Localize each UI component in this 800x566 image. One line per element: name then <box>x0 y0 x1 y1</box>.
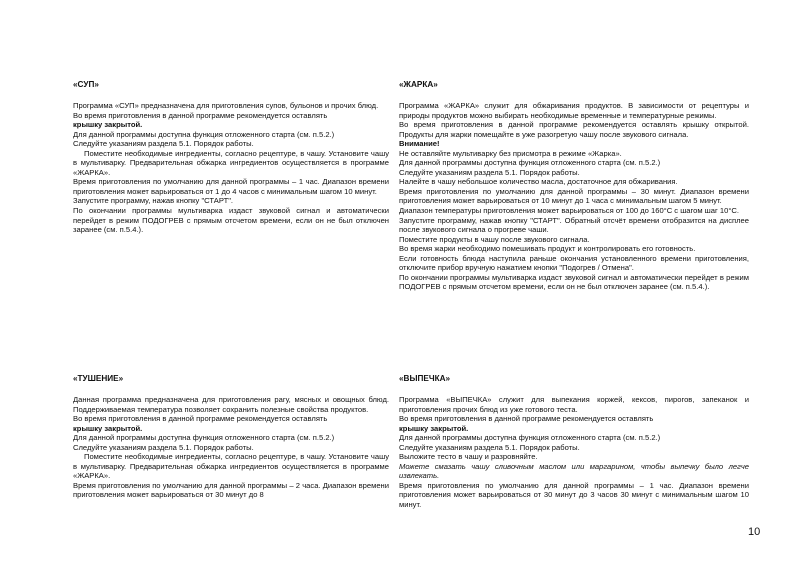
section-body-stew <box>73 395 389 500</box>
paragraph: По окончании программы мультиварка издаст звуковой сигнал и автоматически перейдет в режим ПОДОГРЕВ с прямым отсчетом времени, если он не был отключен заранее (см. п.5.4.). <box>73 206 389 235</box>
paragraph: Время приготовления по умолчанию для данной программы – 1 час. Диапазон времени приготовления может варьироваться от 1 до 4 часов с минимальным шагом 10 минут. <box>73 177 389 196</box>
paragraph: Поместите необходимые ингредиенты, согласно рецептуре, в чашу. Установите чашу в мультиварку. Предварительная обжарка ингредиентов осуществляется в программе «ЖАРКА». <box>73 148 389 177</box>
paragraph-italic: Можете смазать чашу сливочным маслом или маргарином, чтобы выпечку было легче извлекать. <box>399 461 749 481</box>
paragraph: Время приготовления по умолчанию для данной программы – 1 час. Диапазон времени приготовления может варьироваться от 30 минут до 3 часов 30 минут с минимальным шагом 10 минут. <box>399 480 749 510</box>
paragraph: Для данной программы доступна функция отложенного старта (см. п.5.2.) <box>73 129 335 139</box>
paragraph: Для данной программы доступна функция отложенного старта (см. п.5.2.) <box>399 433 661 443</box>
section-body-soup <box>73 101 389 235</box>
paragraph: Следуйте указаниям раздела 5.1. Порядок работы. <box>73 442 254 452</box>
section-body-bake <box>399 395 749 510</box>
section-title-fry: «ЖАРКА» <box>399 80 438 89</box>
paragraph: Диапазон температуры приготовления может варьироваться от 100 до 160°С с шагом шаг 10°С. <box>399 206 739 216</box>
warning-heading: Внимание! <box>399 139 440 149</box>
paragraph: Во время жарки необходимо помешивать продукт и контролировать его готовность. <box>399 244 696 254</box>
paragraph: Во время приготовления в данной программе рекомендуется оставлять <box>73 110 328 120</box>
paragraph: Если готовность блюда наступила раньше окончания установленного времени приготовления, отключите прибор вручную нажатием кнопки "Подогрев / Отмена". <box>399 253 749 273</box>
section-title-soup: «СУП» <box>73 80 99 89</box>
paragraph: Следуйте указаниям раздела 5.1. Порядок работы. <box>73 139 254 149</box>
paragraph: По окончании программы мультиварка издаст звуковой сигнал и автоматически перейдет в режим ПОДОГРЕВ с прямым отсчетом времени, если он не был отключен заранее (см. п.5.4.). <box>399 272 749 292</box>
page-number: 10 <box>748 526 761 538</box>
paragraph: Данная программа предназначена для приготовления рагу, мясных и овощных блюд. Поддерживаемая температура позволяет сохранить полезные свойства продуктов. <box>73 395 389 414</box>
paragraph: Для данной программы доступна функция отложенного старта (см. п.5.2.) <box>399 158 661 168</box>
section-title-stew: «ТУШЕНИЕ» <box>73 374 124 383</box>
paragraph: Для данной программы доступна функция отложенного старта (см. п.5.2.) <box>73 433 335 443</box>
paragraph: Программа «СУП» предназначена для приготовления супов, бульонов и прочих блюд. <box>73 101 379 110</box>
paragraph: Запустите программу, нажав кнопку "СТАРТ". <box>73 196 234 206</box>
paragraph: Следуйте указаниям раздела 5.1. Порядок работы. <box>399 442 580 452</box>
paragraph: Время приготовления по умолчанию для данной программы – 2 часа. Диапазон времени приготовления может варьироваться от 30 минут до 8 <box>73 480 389 500</box>
paragraph: Поместите продукты в чашу после звукового сигнала. <box>399 234 590 244</box>
paragraph: Во время приготовления в данной программе рекомендуется оставлять <box>73 414 328 424</box>
paragraph: Не оставляйте мультиварку без присмотра в режиме «Жарка». <box>399 148 622 158</box>
paragraph: Программа «ЖАРКА» служит для обжаривания продуктов. В зависимости от рецептуры и природы продуктов можно выбирать необходимые временные и температурные режимы. <box>399 101 749 120</box>
paragraph: Время приготовления по умолчанию для данной программы – 30 минут. Диапазон времени приготовления может варьироваться от 10 минут до 1 часа с минимальным шагом 5 минут. <box>399 186 749 206</box>
section-title-bake: «ВЫПЕЧКА» <box>399 374 451 383</box>
paragraph: Налейте в чашу небольшое количество масла, достаточное для обжаривания. <box>399 177 678 187</box>
paragraph-bold: крышку закрытой. <box>73 120 143 130</box>
paragraph-bold: крышку закрытой. <box>399 423 469 433</box>
paragraph: Выложите тесто в чашу и разровняйте. <box>399 452 538 462</box>
paragraph: Поместите необходимые ингредиенты, согласно рецептуре, в чашу. Установите чашу в мультиварку. Предварительная обжарка ингредиентов осуществляется в программе «ЖАРКА». <box>73 452 389 481</box>
paragraph: Программа «ВЫПЕЧКА» служит для выпекания коржей, кексов, пирогов, запеканок и приготовления прочих блюд из уже готового теста. <box>399 395 749 414</box>
paragraph: Следуйте указаниям раздела 5.1. Порядок работы. <box>399 167 580 177</box>
paragraph: Во время приготовления в данной программе рекомендуется оставлять крышку открытой. Продукты для жарки помещайте в уже разогретую чашу после звукового сигнала. <box>399 120 749 139</box>
paragraph: Запустите программу, нажав кнопку "СТАРТ". Обратный отсчёт времени отобразится на дисплее после звукового сигнала о прогреве чаши. <box>399 215 749 235</box>
paragraph: Во время приготовления в данной программе рекомендуется оставлять <box>399 414 654 424</box>
paragraph-bold: крышку закрытой. <box>73 423 143 433</box>
section-body-fry <box>399 101 749 292</box>
